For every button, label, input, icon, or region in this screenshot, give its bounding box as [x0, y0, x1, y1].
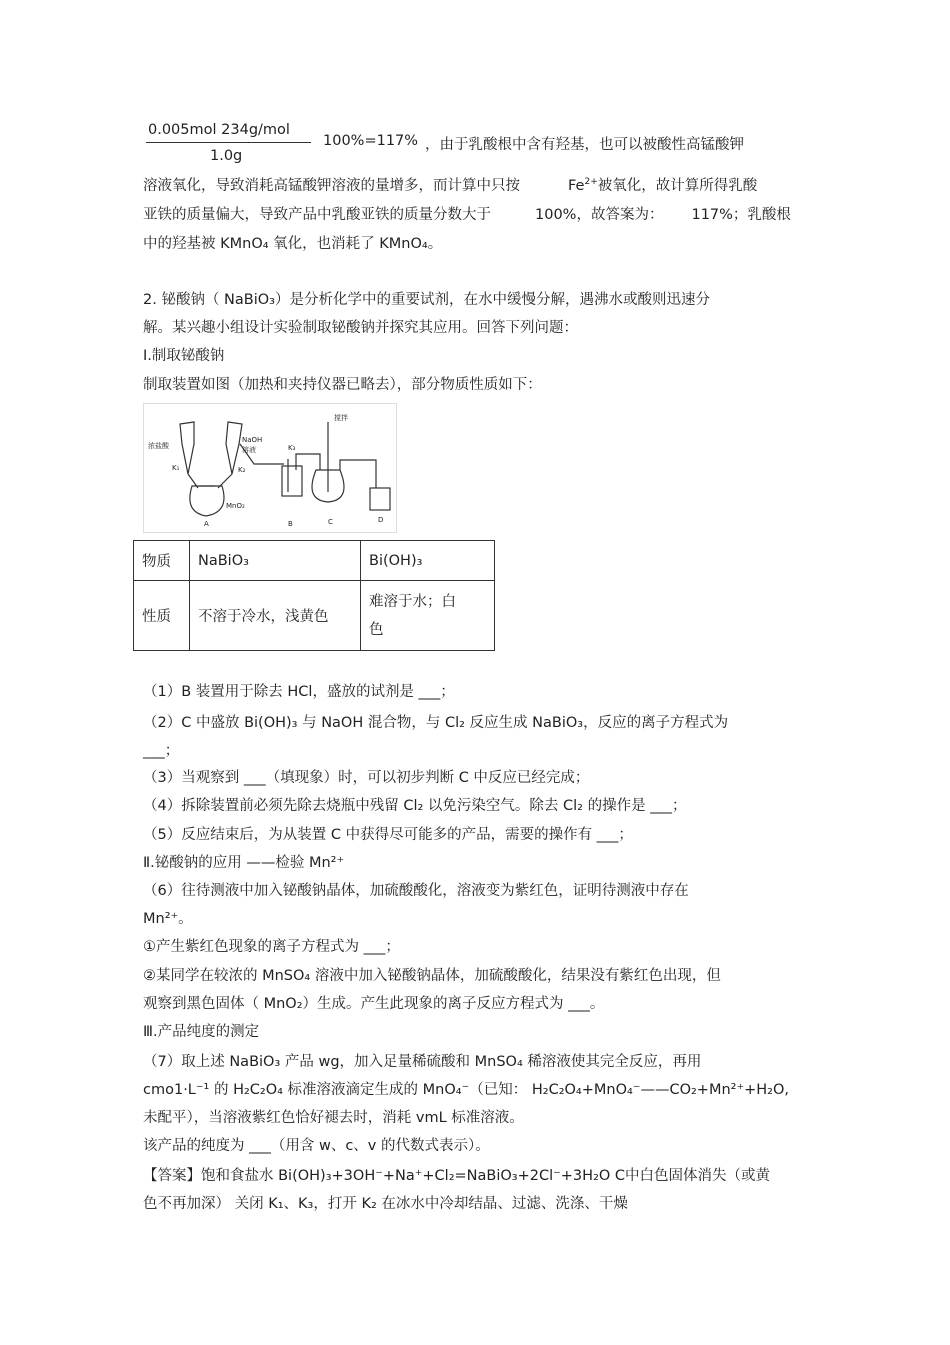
top-line-3: 亚铁的质量偏大，导致产品中乳酸亚铁的质量分数大于 100%，故答案为： 117%；乳酸根 [143, 207, 791, 223]
label-k3: K₃ [288, 444, 296, 452]
q2-line-setup: 制取装置如图（加热和夹持仪器已略去），部分物质性质如下： [143, 377, 542, 393]
subq-6-2-cont: 观察到黑色固体（ MnO₂）生成。产生此现象的离子反应方程式为 ___。 [143, 996, 605, 1012]
table-cell-line: 色 [369, 621, 384, 638]
top-line-4: 中的羟基被 KMnO₄ 氧化，也消耗了 KMnO₄。 [143, 236, 443, 252]
subq-3: （3）当观察到 ___（填现象）时，可以初步判断 C 中反应已经完成； [143, 770, 590, 786]
table-cell: NaBiO₃ [190, 541, 361, 581]
label-stir: 搅拌 [334, 414, 348, 422]
table-cell: 不溶于冷水，浅黄色 [190, 581, 361, 651]
label-naoh: NaOH [242, 436, 263, 444]
subq-7: （7）取上述 NaBiO₃ 产品 wg，加入足量稀硫酸和 MnSO₄ 稀溶液使其完全反应，再用 [143, 1054, 702, 1070]
subq-2-blank: ___； [143, 743, 180, 759]
subq-6-2: ②某同学在较浓的 MnSO₄ 溶液中加入铋酸钠晶体，加硫酸酸化，结果没有紫红色出现，但 [143, 968, 721, 984]
top-line-2: 溶液氧化，导致消耗高锰酸钾溶液的量增多，而计算中只按 $Fe^{2+}$被氧化，故计算所得乳酸 [143, 177, 758, 194]
label-k2: K₂ [238, 466, 246, 474]
table-row [134, 541, 495, 581]
properties-table [133, 540, 495, 651]
label-B: B [288, 520, 293, 528]
table-cell: 性质 [134, 581, 190, 651]
fraction-bar [146, 142, 311, 143]
subq-6-cont: Mn²⁺。 [143, 911, 193, 927]
fraction-denominator: 1.0g [210, 148, 243, 164]
answer-line-2: 色不再加深） 关闭 K₁、K₃，打开 K₂ 在冰水中冷却结晶、过滤、洗涤、干燥 [143, 1196, 628, 1212]
label-solution: 溶液 [242, 446, 256, 454]
subq-7-cont: cmo1·L⁻¹ 的 H₂C₂O₄ 标准溶液滴定生成的 MnO₄⁻（已知： H₂C₂O₄+MnO₄⁻——CO₂+Mn²⁺+H₂O, [143, 1082, 790, 1098]
label-conc-hcl: 浓盐酸 [148, 442, 169, 450]
fraction-numerator: 0.005mol 234g/mol [148, 122, 290, 138]
q2-line-2: 解。某兴趣小组设计实验制取铋酸钠并探究其应用。回答下列问题： [143, 320, 578, 336]
table-cell: 物质 [134, 541, 190, 581]
apparatus-diagram [144, 404, 396, 532]
label-mno2: MnO₂ [226, 502, 245, 510]
subq-2: （2）C 中盛放 Bi(OH)₃ 与 NaOH 混合物，与 Cl₂ 反应生成 NaBiO₃，反应的离子方程式为 [143, 715, 729, 731]
subq-7-cont-3: 该产品的纯度为 ___（用含 w、c、v 的代数式表示）。 [143, 1138, 490, 1154]
top-line-1-tail: ，由于乳酸根中含有羟基，也可以被酸性高锰酸钾 [425, 137, 744, 153]
subq-4: （4）拆除装置前必须先除去烧瓶中残留 Cl₂ 以免污染空气。除去 Cl₂ 的操作是 ___； [143, 798, 687, 814]
table-cell: Bi(OH)₃ [361, 541, 495, 581]
subq-6-1: ①产生紫红色现象的离子方程式为 ___； [143, 939, 400, 955]
subq-7-cont-2: 未配平），当溶液紫红色恰好褪去时，消耗 vmL 标准溶液。 [143, 1110, 524, 1126]
label-C: C [328, 518, 333, 526]
section-heading-2: Ⅱ.铋酸钠的应用 ——检验 Mn²⁺ [143, 855, 345, 871]
subq-5: （5）反应结束后，为从装置 C 中获得尽可能多的产品，需要的操作有 ___； [143, 827, 633, 843]
section-heading-1: Ⅰ.制取铋酸钠 [143, 348, 225, 364]
fraction-result: 100%=117% [323, 133, 419, 149]
table-row [134, 581, 495, 651]
label-A: A [204, 520, 209, 528]
answer-line-1: 【答案】饱和食盐水 Bi(OH)₃+3OH⁻+Na⁺+Cl₂=NaBiO₃+2Cl⁻+3H₂O C中白色固体消失（或黄 [143, 1168, 771, 1184]
label-D: D [378, 516, 384, 524]
subq-6: （6）往待测液中加入铋酸钠晶体，加硫酸酸化，溶液变为紫红色，证明待测液中存在 [143, 883, 689, 899]
q2-line-1: 2. 铋酸钠（ NaBiO₃）是分析化学中的重要试剂，在水中缓慢分解，遇沸水或酸则迅速分 [143, 292, 710, 308]
section-heading-3: Ⅲ.产品纯度的测定 [143, 1024, 260, 1040]
label-k1: K₁ [172, 464, 180, 472]
apparatus-figure [143, 403, 397, 533]
table-cell [361, 581, 495, 651]
table-cell-line: 难溶于水；白 [369, 593, 456, 610]
subq-1: （1）B 装置用于除去 HCl，盛放的试剂是 ___； [143, 684, 455, 700]
